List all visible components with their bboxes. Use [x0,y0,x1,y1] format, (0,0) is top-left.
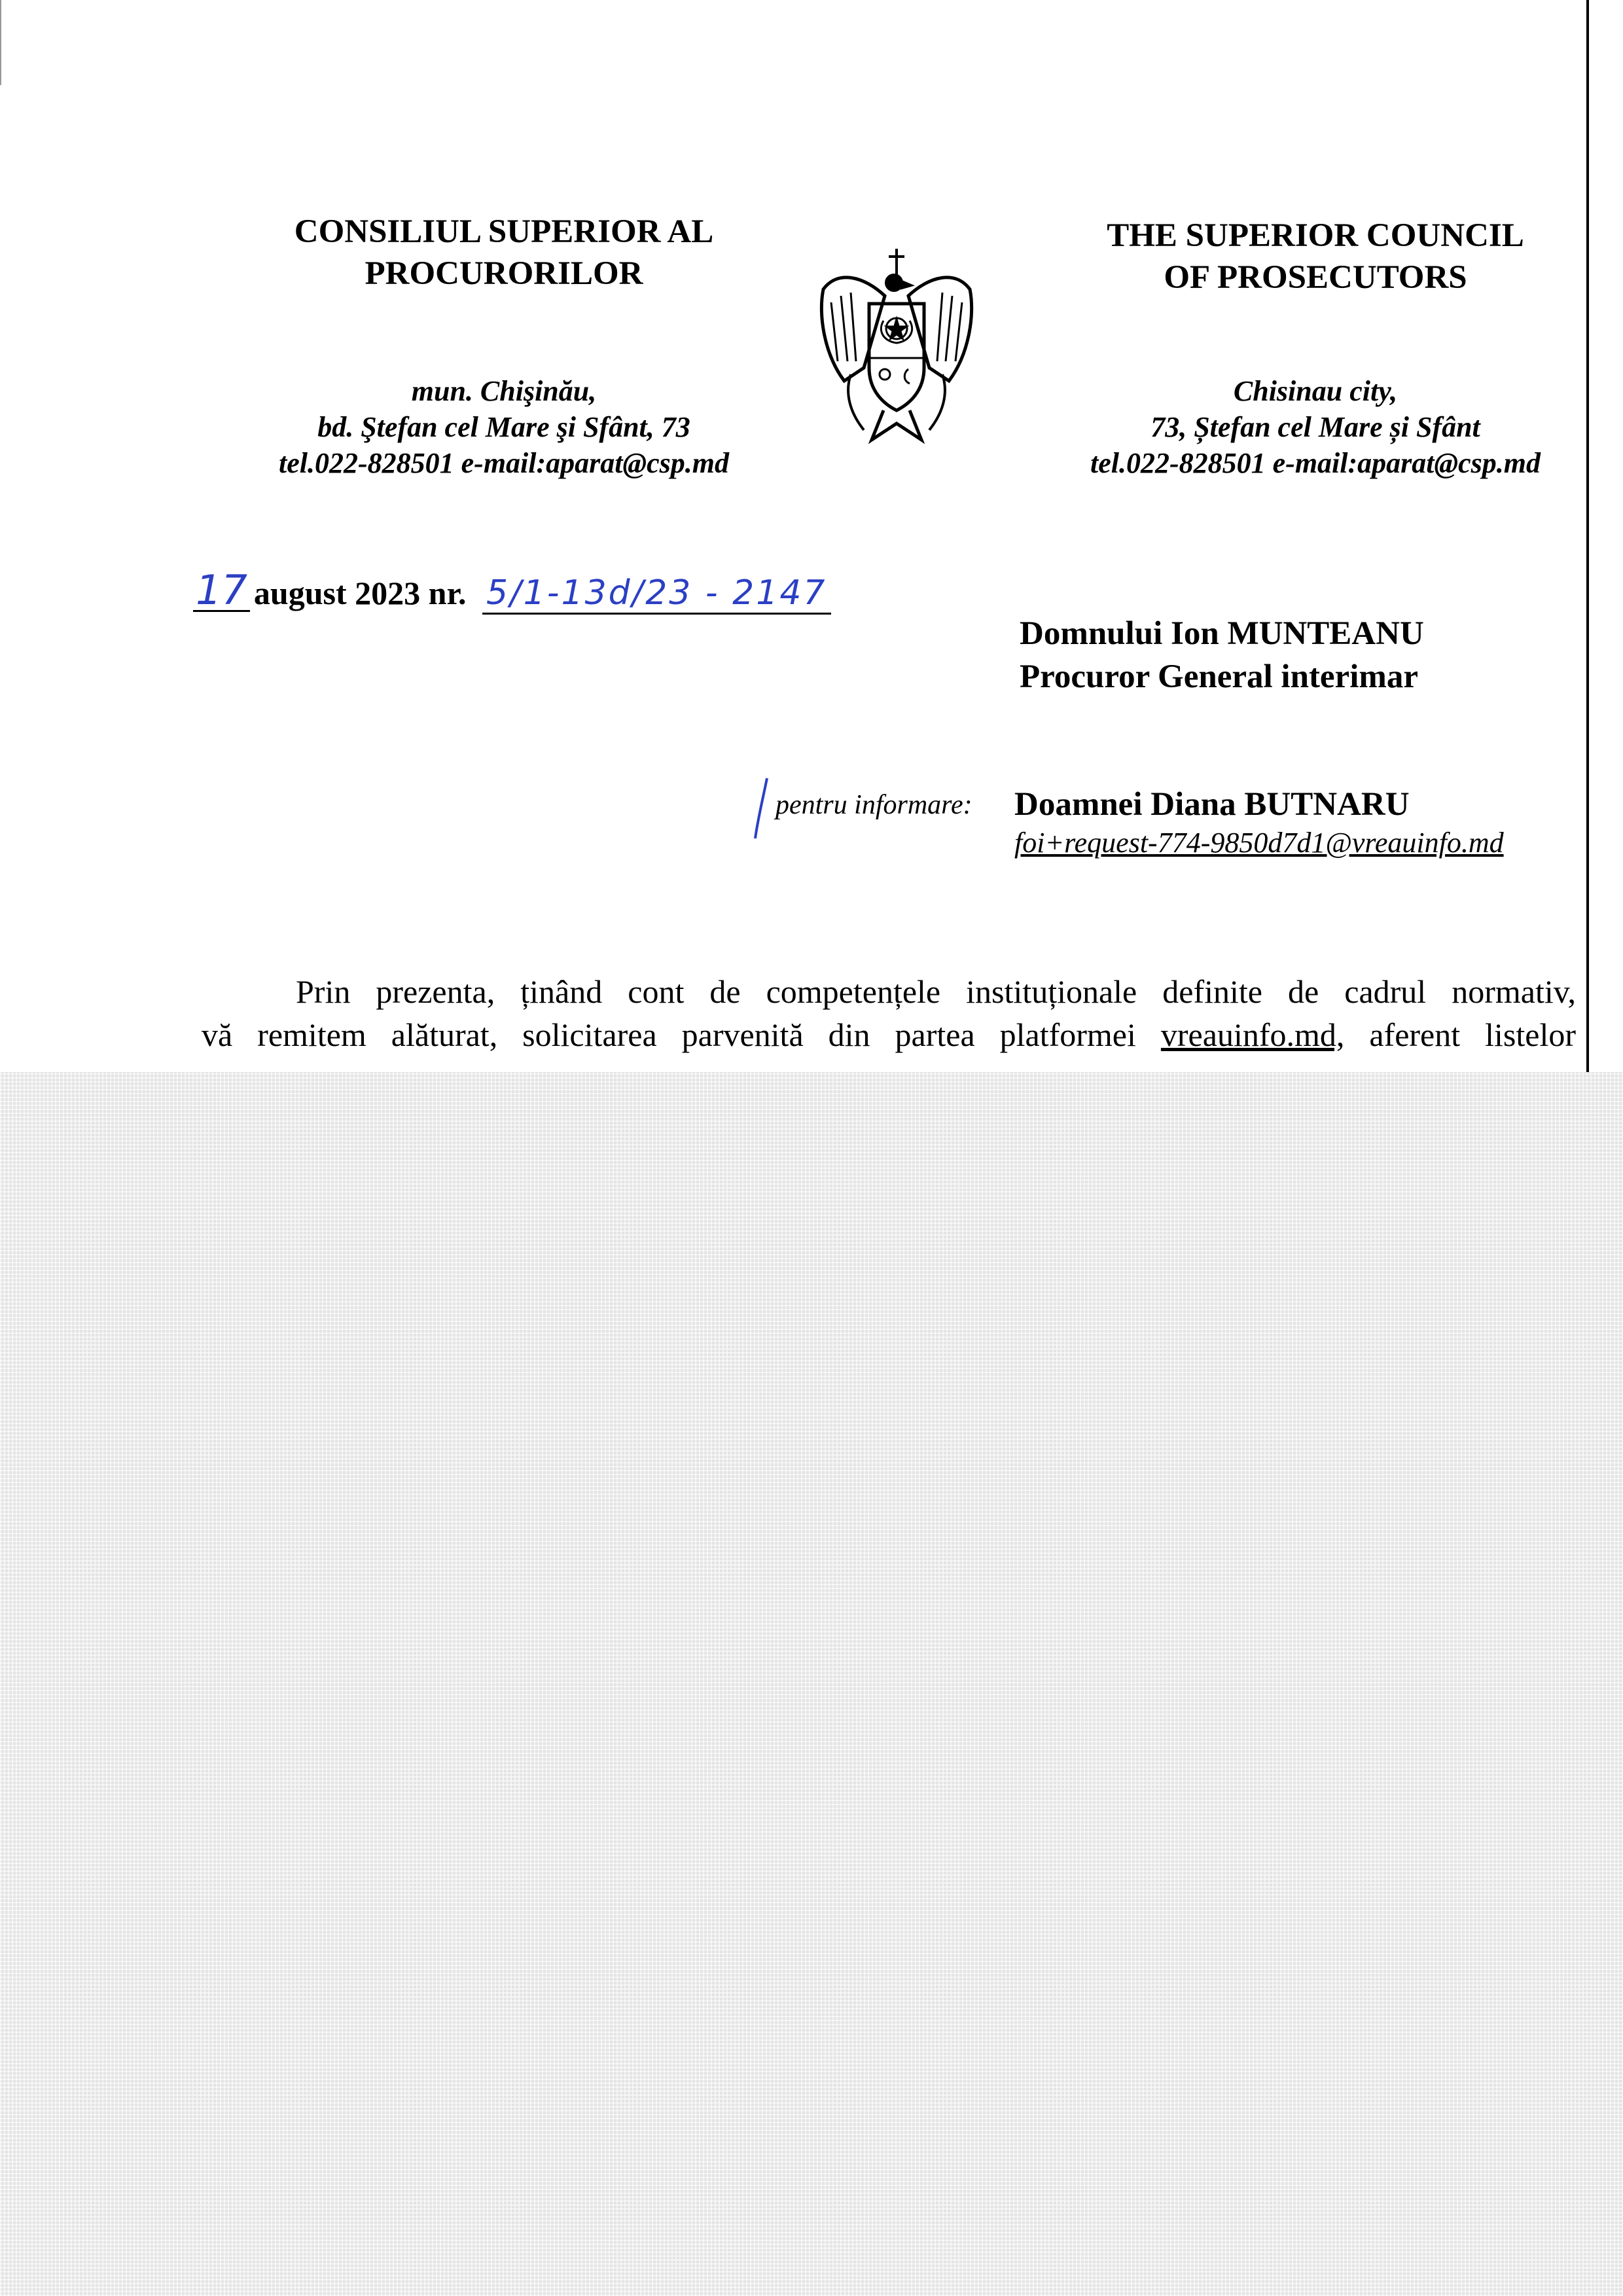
handwritten-mark [751,776,771,841]
letter-body [202,970,1576,1056]
body-line-1: Prin prezenta, ținând cont de competențele instituționale definite de cadrul normativ, [296,973,1576,1010]
body-line-2-start: vă remitem alăturat, solicitarea parvenită din partea platformei [202,1016,1136,1053]
org-name-ro-line2: PROCURORILOR [365,255,643,292]
address-ro-street: bd. Ştefan cel Mare şi Sfânt, 73 [317,411,690,443]
recipient-title: Procuror General interimar [1020,658,1418,695]
body-line-2-end: aferent listelor [1369,1016,1577,1053]
address-en-city: Chisinau city, [1233,375,1398,407]
address-ro [196,373,812,481]
body-line-2 [202,1013,1576,1056]
recipient-name: Domnului Ion MUNTEANU [1020,615,1424,652]
cc-email-link[interactable]: foi+request-774-9850d7d1@vreauinfo.md [1014,827,1504,859]
reference-number-handwritten: 5/1-13d/23 - 2147 [482,573,830,615]
cc-name: Doamnei Diana BUTNARU [1014,786,1410,823]
org-name-ro-line1: CONSILIUL SUPERIOR AL [294,213,714,250]
moldova-coat-of-arms-icon [812,243,982,446]
org-name-en [1001,215,1623,298]
org-name-en-line1: THE SUPERIOR COUNCIL [1107,217,1524,254]
reference-day-handwritten: 17 [193,571,250,612]
vreauinfo-link[interactable]: vreauinfo.md, [1160,1016,1345,1053]
address-en-street: 73, Ștefan cel Mare și Sfânt [1150,411,1480,443]
reference-date: august 2023 nr. [253,575,467,611]
reference-line [193,566,831,615]
org-name-en-line2: OF PROSECUTORS [1164,259,1467,296]
address-ro-contact: tel.022-828501 e-mail:aparat@csp.md [279,447,729,479]
address-en [1001,373,1623,481]
org-name-ro [196,211,812,295]
recipient-block [1020,612,1424,698]
scan-edge-mark [0,0,1,85]
address-ro-city: mun. Chişinău, [411,375,597,407]
cc-label: pentru informare: [776,790,972,820]
address-en-contact: tel.022-828501 e-mail:aparat@csp.md [1090,447,1541,479]
redacted-area [0,1072,1623,2296]
